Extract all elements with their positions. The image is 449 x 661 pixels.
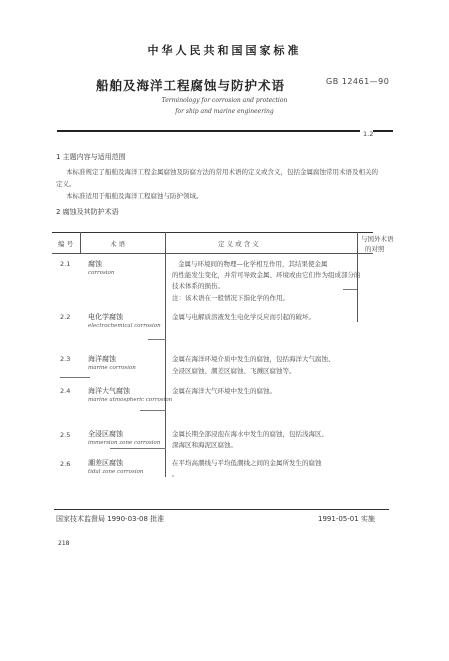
term-number: 2.5 xyxy=(60,431,71,439)
header-note-line-2: 的对照 xyxy=(365,245,385,253)
term-english: corrosion xyxy=(88,270,115,276)
term-definition-line: 。 xyxy=(172,470,179,478)
row-divider xyxy=(60,377,90,378)
column-divider xyxy=(80,232,81,254)
term-definition-line: 金属与电解质溶液发生电化学反应而引起的破坏。 xyxy=(172,313,315,321)
term-definition-line: 注：该术语在一般情况下指化学的作用。 xyxy=(172,294,289,302)
term-number: 2.4 xyxy=(60,387,71,395)
table-header-border xyxy=(52,253,373,254)
term-english: electrochemical corrosion xyxy=(88,323,161,329)
english-title-line-2: for ship and marine engineering xyxy=(175,108,274,115)
term-number: 2.1 xyxy=(60,260,71,268)
section-1-paragraph-line-1: 本标准规定了船舶及海洋工程金属腐蚀及防腐方法的常用术语的定义或含义，包括金属腐蚀常用术语及相关的 xyxy=(66,168,378,176)
row-divider xyxy=(343,289,357,290)
term-english: immersion zone corrosion xyxy=(88,440,161,446)
term-chinese: 潮差区腐蚀 xyxy=(88,459,123,467)
term-english: tidal zone corrosion xyxy=(88,469,144,475)
row-divider xyxy=(148,339,166,340)
term-chinese: 海洋大气腐蚀 xyxy=(88,387,130,395)
term-number: 2.6 xyxy=(60,460,71,468)
term-definition-line: 在平均高潮线与平均低潮线之间的金属所发生的腐蚀 xyxy=(172,459,322,467)
section-2-title: 2 腐蚀及其防护术语 xyxy=(56,208,119,216)
term-number: 2.2 xyxy=(60,313,71,321)
row-divider xyxy=(140,410,166,411)
term-english: marine corrosion xyxy=(88,365,136,371)
approval-note: 国家技术监督局 1990-03-08 批准 xyxy=(56,515,165,523)
term-chinese: 海洋腐蚀 xyxy=(88,355,116,363)
header-rule-label: 1.2 xyxy=(360,130,373,138)
column-divider xyxy=(165,232,166,477)
header-number: 编 号 xyxy=(58,240,74,248)
english-title-line-1: Terminology for corrosion and protection xyxy=(161,97,288,104)
term-definition-line: 全浸区腐蚀、潮差区腐蚀、飞溅区腐蚀等。 xyxy=(172,367,296,375)
term-chinese: 腐蚀 xyxy=(88,260,102,268)
section-1-paragraph-2: 本标准适用于船舶及海洋工程腐蚀与防护领域。 xyxy=(66,192,203,200)
term-english: marine atmospheric corrosion xyxy=(88,397,173,403)
header-definition: 定 义 或 含 义 xyxy=(218,240,259,248)
term-definition-line: 金属与环境间的物理—化学相互作用，其结果使金属 xyxy=(178,260,328,268)
term-number: 2.3 xyxy=(60,355,71,363)
implementation-note: 1991-05-01 实施 xyxy=(318,515,375,523)
term-definition-line: 金属在海洋大气环境中发生的腐蚀。 xyxy=(172,387,276,395)
term-definition-line: 技术体系的损伤。 xyxy=(172,282,224,290)
term-definition-line: 金属在海洋环境介质中发生的腐蚀，包括海洋大气腐蚀、 xyxy=(172,355,335,363)
header-note-line-1: 与国外术语 xyxy=(361,235,394,243)
section-1-title: 1 主题内容与适用范围 xyxy=(56,153,126,161)
term-chinese: 电化学腐蚀 xyxy=(88,313,123,321)
table-top-border xyxy=(52,232,373,233)
page-number: 218 xyxy=(58,540,70,547)
row-divider xyxy=(110,448,166,449)
section-1-paragraph-line-2: 定义。 xyxy=(56,180,76,188)
document-title: 船舶及海洋工程腐蚀与防护术语 xyxy=(96,78,286,93)
term-definition-line: 深海区和海泥区腐蚀。 xyxy=(172,441,237,449)
header-term: 术 语 xyxy=(110,240,126,248)
term-chinese: 全浸区腐蚀 xyxy=(88,430,123,438)
issuer-heading: 中华人民共和国国家标准 xyxy=(147,44,302,57)
header-rule xyxy=(57,130,393,132)
term-definition-line: 的性能发生变化，并常可导致金属、环境或由它们作为组成部分的 xyxy=(172,271,361,279)
footer-rule xyxy=(54,509,389,510)
standard-number: GB 12461—90 xyxy=(326,77,390,86)
term-definition-line: 金属长期全部浸泡在海水中发生的腐蚀，包括浅海区、 xyxy=(172,430,328,438)
